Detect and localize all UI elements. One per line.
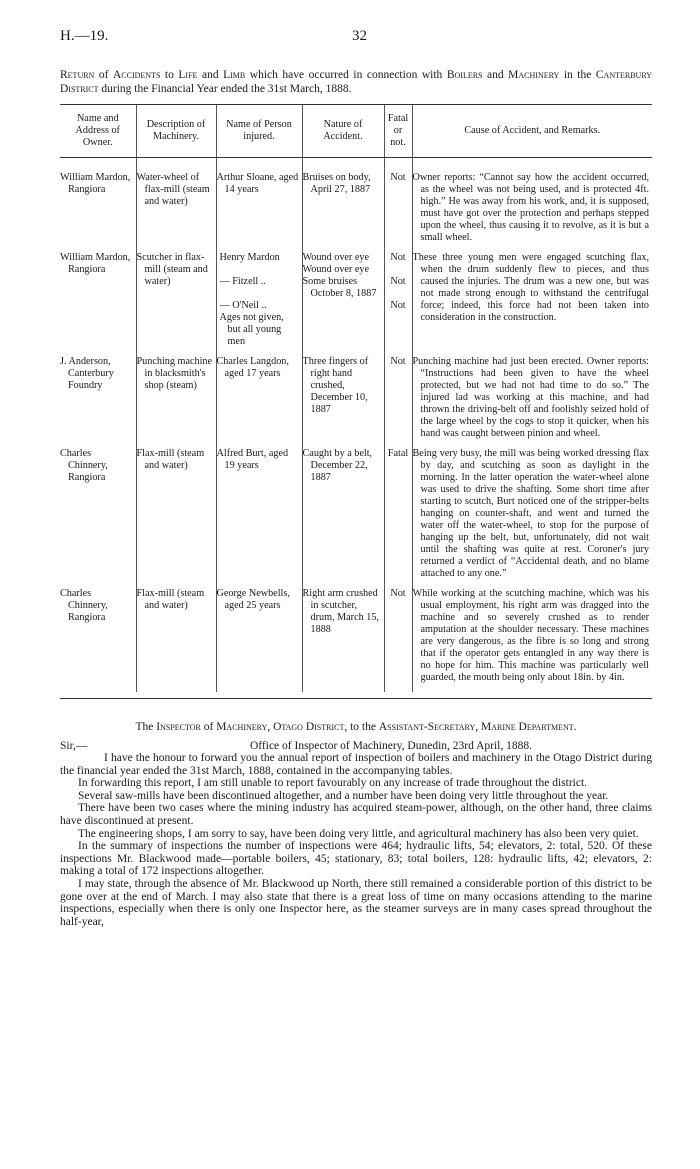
cause-cell: Being very busy, the mill was being worked dressing flax by day, and scutching as soon as daylight in the morning. In the latter operation the water-wheel alone was used to drive the shafting. Some short time after starting to scutch, Burt noticed one of the stripper-belts hanging on counter-shaft, and went and turned the water off the water-wheel, to stop for the purpose of hanging up the belt, but, unfortunately, did not wait until the shafting was quite at rest. Coroner's jury returned a verdict of “Accidental death, and no blame attached to any one.” <box>412 448 652 588</box>
fatal-cell <box>384 158 412 253</box>
title-word: Return <box>60 69 95 81</box>
page-number: 32 <box>352 28 367 44</box>
fatal-cell <box>384 448 412 588</box>
column-header-fatal: Fatal or not. <box>384 105 412 158</box>
heading-text: to the <box>347 721 379 733</box>
person-cell <box>216 252 302 356</box>
section-heading <box>60 721 652 734</box>
nature-text: Three fingers of right hand crushed, December 10, 1887 <box>302 356 369 415</box>
title-text: of <box>94 69 113 81</box>
fatal-value: Not <box>390 252 406 263</box>
nature-text: Wound over eye <box>302 252 370 263</box>
title-word: Machinery <box>508 69 560 81</box>
paragraph: I may state, through the absence of Mr. Blackwood up North, there still remained a considerable portion of this district to be gone over at the end of March. I may also state that there is a great loss of time on many occasions attending to the marine inspections, especially when there is only one Inspector here, as the steamer surveys are in many cases spread throughout the half-year, <box>60 877 652 928</box>
fatal-cell <box>384 588 412 692</box>
person-cell <box>216 448 302 588</box>
title-word: Accidents <box>112 69 161 81</box>
table-row <box>60 588 652 692</box>
machinery-cell: Scutcher in flax-mill (steam and water) <box>136 252 216 356</box>
fatal-cell <box>384 356 412 448</box>
nature-cell <box>302 588 384 692</box>
heading-word: Machinery, Otago District, <box>216 721 348 733</box>
nature-cell <box>302 356 384 448</box>
title-text: and <box>197 69 224 81</box>
nature-text: Some bruises October 8, 1887 <box>302 276 377 299</box>
person-name: Charles Langdon, aged 17 years <box>216 356 289 379</box>
nature-cell <box>302 448 384 588</box>
accidents-table <box>60 104 652 692</box>
nature-cell <box>302 158 384 253</box>
person-cell <box>216 158 302 253</box>
nature-text: Bruises on body, April 27, 1887 <box>302 172 371 195</box>
person-name: — Fitzell .. <box>219 276 266 287</box>
salutation: Sir,— <box>60 740 88 752</box>
table-row <box>60 252 652 356</box>
column-header-nature: Nature of Accident. <box>302 105 384 158</box>
heading-word: Assistant-Secretary, Marine Department. <box>378 721 577 733</box>
title-text: and <box>482 69 509 81</box>
letter-opening <box>60 740 652 752</box>
title-word: Life <box>178 69 198 81</box>
title-text: to <box>160 69 179 81</box>
column-header-person: Name of Person injured. <box>216 105 302 158</box>
cause-cell: While working at the scutching machine, which was his usual employment, his right arm was dragged into the machine and so severely crushed as to render amputation at the shoulder necessary. These machines are very dangerous, as the fibre is so long and strong that if the operator gets entangled in any way there is no hope for him. This machine was particularly well guarded, the mouth being only about 18in. by 4in. <box>412 588 652 692</box>
owner-cell: William Mardon, Rangiora <box>60 172 131 195</box>
owner-cell: J. Anderson, Canterbury Foundry <box>60 356 114 391</box>
title-text: in the <box>559 69 596 81</box>
nature-text: Wound over eye <box>302 264 370 275</box>
title-text: which have occurred in connection with <box>245 69 447 81</box>
letter-body <box>60 752 652 928</box>
dateline: Office of Inspector of Machinery, Dunedin, 23rd April, 1888. <box>250 740 532 752</box>
person-name: Alfred Burt, aged 19 years <box>216 448 289 471</box>
fatal-value: Not <box>390 276 406 287</box>
cause-cell: These three young men were engaged scutching flax, when the drum suddenly flew to pieces, and thus caused the injuries. The drum was a new one, but was not made strong enough to withstand the centrifugal force; indeed, this force had not been taken into consideration in the construction. <box>412 252 652 356</box>
person-cell <box>216 356 302 448</box>
machinery-cell: Flax-mill (steam and water) <box>136 588 216 692</box>
fatal-value: Not <box>390 172 406 183</box>
owner-cell: Charles Chinnery, Rangiora <box>60 448 108 483</box>
machinery-cell: Water-wheel of flax-mill (steam and water) <box>136 158 216 253</box>
machinery-cell: Flax-mill (steam and water) <box>136 448 216 588</box>
table-header-row <box>60 105 652 158</box>
fatal-value: Not <box>390 588 406 599</box>
paragraph: The engineering shops, I am sorry to say, have been doing very little, and agricultural machinery has also been very quiet. <box>78 827 639 840</box>
title-word: Boilers <box>446 69 483 81</box>
person-name: Arthur Sloane, aged 14 years <box>216 172 299 195</box>
person-ages-note: Ages not given, but all young men <box>219 312 284 347</box>
table-row <box>60 448 652 588</box>
return-title <box>60 69 652 96</box>
person-name: — O'Neil .. <box>219 300 267 311</box>
person-name: George Newbells, aged 25 years <box>216 588 290 611</box>
fatal-value: Not <box>390 300 406 311</box>
heading-text: of <box>200 721 217 733</box>
page-header <box>60 28 652 45</box>
title-word: Canterbury District <box>60 69 652 95</box>
person-cell <box>216 588 302 692</box>
document-page <box>60 28 652 928</box>
cause-cell: Punching machine had just been erected. Owner reports: “Instructions had been given to have the wheel protected, but we had not had time to do so.” The injured lad was working at this machine, and had thrown the driving-belt off and foolishly seized hold of the large wheel by the cogs to stop it quicker, when his hand was caught between pinion and wheel. <box>412 356 652 448</box>
person-name: Henry Mardon <box>219 252 280 263</box>
title-text: during the Financial Year ended the 31st March, 1888. <box>98 82 352 95</box>
fatal-cell <box>384 252 412 356</box>
owner-cell: Charles Chinnery, Rangiora <box>60 588 108 623</box>
table-row <box>60 158 652 253</box>
column-header-cause: Cause of Accident, and Remarks. <box>412 105 652 158</box>
heading-word: Inspector <box>156 721 201 733</box>
cause-cell: Owner reports: “Cannot say how the accident occurred, as the wheel was not being used, and is protected 4ft. high.” He was away from his work, and, it is supposed, must have got over the protection and perhaps stepped upon the wheel, thus causing it to revolve, as it is but a small wheel. <box>412 158 652 253</box>
nature-text: Right arm crushed in scutcher, drum, March 15, 1888 <box>302 588 379 635</box>
paragraph: I have the honour to forward you the annual report of inspection of boilers and machinery in the Otago District during the financial year ended the 31st March, 1888, contained in the accompanying tables. <box>60 752 652 777</box>
paragraph: In the summary of inspections the number of inspections were 464; hydraulic lifts, 54; elevators, 2: total, 520. Of these inspections Mr. Blackwood made—portable boilers, 45; stationary, 83; total boilers, 128: hydraulic lifts, 42; elevators, 2: making a total of 172 inspections altogether. <box>60 840 652 878</box>
document-reference: H.—19. <box>60 28 109 44</box>
heading-text: The <box>135 721 157 733</box>
fatal-value: Not <box>390 356 406 367</box>
title-word: Limb <box>223 69 246 81</box>
table-bottom-rule <box>60 698 652 699</box>
paragraph: There have been two cases where the mining industry has acquired steam-power, although, on the other hand, three claims have discontinued at present. <box>60 802 652 827</box>
table-row <box>60 356 652 448</box>
paragraph: In forwarding this report, I am still unable to report favourably on any increase of trade throughout the district. <box>78 777 588 790</box>
owner-cell: William Mardon, Rangiora <box>60 252 131 275</box>
column-header-owner: Name and Address of Owner. <box>60 105 136 158</box>
machinery-cell: Punching machine in blacksmith's shop (steam) <box>136 356 216 448</box>
nature-cell <box>302 252 384 356</box>
fatal-value: Fatal <box>387 448 409 459</box>
nature-text: Caught by a belt, December 22, 1887 <box>302 448 373 483</box>
column-header-machinery: Description of Machinery. <box>136 105 216 158</box>
paragraph: Several saw-mills have been discontinued altogether, and a number have been doing very little throughout the year. <box>78 789 609 802</box>
